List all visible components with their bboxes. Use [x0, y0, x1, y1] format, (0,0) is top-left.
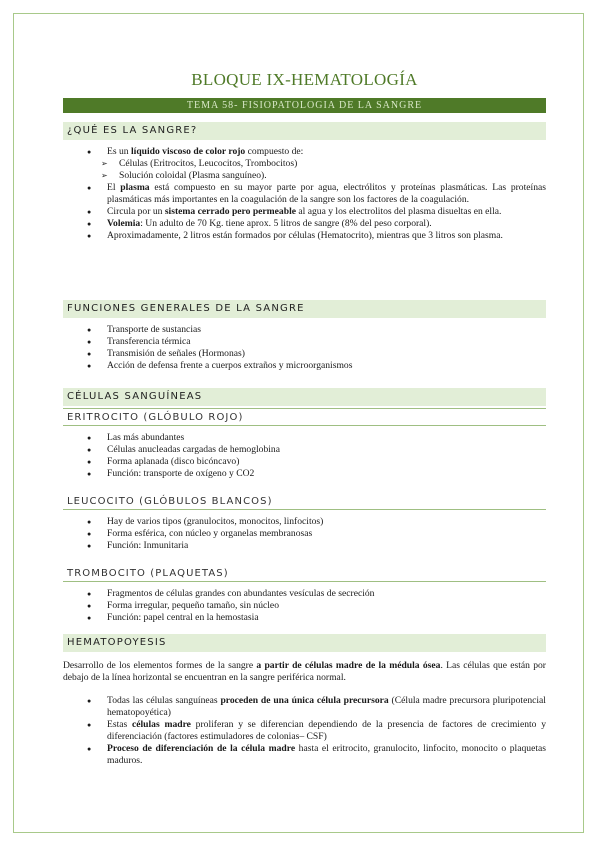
- list-item: ● El plasma está compuesto en su mayor parte por agua, electrólitos y proteínas plasmáticas. Las proteínas plasmáticas más importantes en la coagulación de la sangre son los factores de la coagulación.: [87, 182, 546, 205]
- bullet-icon: ●: [87, 184, 92, 192]
- list-item: ● Circula por un sistema cerrado pero permeable al agua y los electrolitos del plasma disueltas en ella.: [87, 206, 502, 217]
- subheading-leucocito: LEUCOCITO (GLÓBULOS BLANCOS): [63, 494, 546, 510]
- bullet-icon: ●: [87, 697, 92, 705]
- bullet-icon: ●: [87, 458, 92, 466]
- list-item: ● Función: papel central en la hemostasia: [87, 612, 259, 623]
- bullet-icon: ●: [87, 518, 92, 526]
- list-item: ● Volemia: Un adulto de 70 Kg. tiene aprox. 5 litros de sangre (8% del peso corporal).: [87, 218, 432, 229]
- list-que-es: [63, 146, 546, 242]
- list-item: ● Acción de defensa frente a cuerpos extraños y microorganismos: [87, 360, 353, 371]
- bullet-icon: ●: [87, 446, 92, 454]
- bullet-icon: ●: [87, 745, 92, 753]
- list-item: ● Células anucleadas cargadas de hemoglobina: [87, 444, 280, 455]
- section-heading-funciones: FUNCIONES GENERALES DE LA SANGRE: [63, 300, 546, 318]
- list-trombocito: [63, 588, 546, 624]
- list-subitem: ➢ Células (Eritrocitos, Leucocitos, Trombocitos): [101, 158, 298, 169]
- bullet-icon: ●: [87, 148, 92, 156]
- list-leucocito: [63, 516, 546, 552]
- bullet-icon: ●: [87, 208, 92, 216]
- topic-banner: TEMA 58- FISIOPATOLOGIA DE LA SANGRE: [63, 98, 546, 113]
- bullet-icon: ●: [87, 232, 92, 240]
- arrow-icon: ➢: [101, 159, 108, 168]
- divider: [63, 408, 546, 409]
- bullet-icon: ●: [87, 338, 92, 346]
- section-heading-celulas: CÉLULAS SANGUÍNEAS: [63, 388, 546, 406]
- bullet-icon: ●: [87, 602, 92, 610]
- list-item: ● Forma esférica, con núcleo y organelas membranosas: [87, 528, 313, 539]
- bullet-icon: ●: [87, 350, 92, 358]
- list-item: ● Las más abundantes: [87, 432, 185, 443]
- page-title: BLOQUE IX-HEMATOLOGÍA: [191, 70, 418, 89]
- list-item: ● Función: transporte de oxígeno y CO2: [87, 468, 255, 479]
- list-item: ● Forma irregular, pequeño tamaño, sin núcleo: [87, 600, 279, 611]
- arrow-icon: ➢: [101, 171, 108, 180]
- paragraph-hematopoyesis: Desarrollo de los elementos formes de la sangre a partir de células madre de la médula ósea. Las células que están por debajo de la línea horizontal se encuentran en la sangre periférica normal.: [63, 660, 547, 683]
- subheading-eritrocito: ERITROCITO (GLÓBULO ROJO): [63, 410, 546, 426]
- section-heading-que-es: ¿QUÉ ES LA SANGRE?: [63, 122, 546, 140]
- list-item: ● Transmisión de señales (Hormonas): [87, 348, 245, 359]
- bullet-icon: ●: [87, 721, 92, 729]
- list-item: ● Función: Inmunitaria: [87, 540, 189, 551]
- list-item: ● Estas células madre proliferan y se diferencian dependiendo de la presencia de factores de crecimiento y diferenciación (factores estimuladores de colonias– CSF): [87, 719, 546, 742]
- section-heading-hematopoyesis: HEMATOPOYESIS: [63, 634, 546, 652]
- list-item: ● Transferencia térmica: [87, 336, 191, 347]
- bullet-icon: ●: [87, 434, 92, 442]
- list-item: ● Forma aplanada (disco bicóncavo): [87, 456, 240, 467]
- list-item: ● Proceso de diferenciación de la célula madre hasta el eritrocito, granulocito, linfocito, monocito o plaquetas maduros.: [87, 743, 546, 766]
- bullet-icon: ●: [87, 470, 92, 478]
- list-item: ● Aproximadamente, 2 litros están formados por células (Hematocrito), mientras que 3 litros son plasma.: [87, 230, 503, 241]
- bullet-icon: ●: [87, 362, 92, 370]
- bullet-icon: ●: [87, 530, 92, 538]
- bullet-icon: ●: [87, 590, 92, 598]
- list-eritrocito: [63, 432, 546, 480]
- list-item: ● Todas las células sanguíneas proceden de una única célula precursora (Célula madre precursora pluripotencial hematopoyética): [87, 695, 546, 718]
- bullet-icon: ●: [87, 326, 92, 334]
- list-item: ● Hay de varios tipos (granulocitos, monocitos, linfocitos): [87, 516, 324, 527]
- list-hematopoyesis: [63, 695, 546, 767]
- list-funciones: [63, 324, 546, 372]
- bullet-icon: ●: [87, 614, 92, 622]
- subheading-trombocito: TROMBOCITO (PLAQUETAS): [63, 566, 546, 582]
- list-subitem: ➢ Solución coloidal (Plasma sanguíneo).: [101, 170, 267, 181]
- bullet-icon: ●: [87, 542, 92, 550]
- bullet-icon: ●: [87, 220, 92, 228]
- list-item: ● Transporte de sustancias: [87, 324, 201, 335]
- list-item: ● Fragmentos de células grandes con abundantes vesículas de secreción: [87, 588, 375, 599]
- list-item: ● Es un líquido viscoso de color rojo compuesto de:: [87, 146, 304, 157]
